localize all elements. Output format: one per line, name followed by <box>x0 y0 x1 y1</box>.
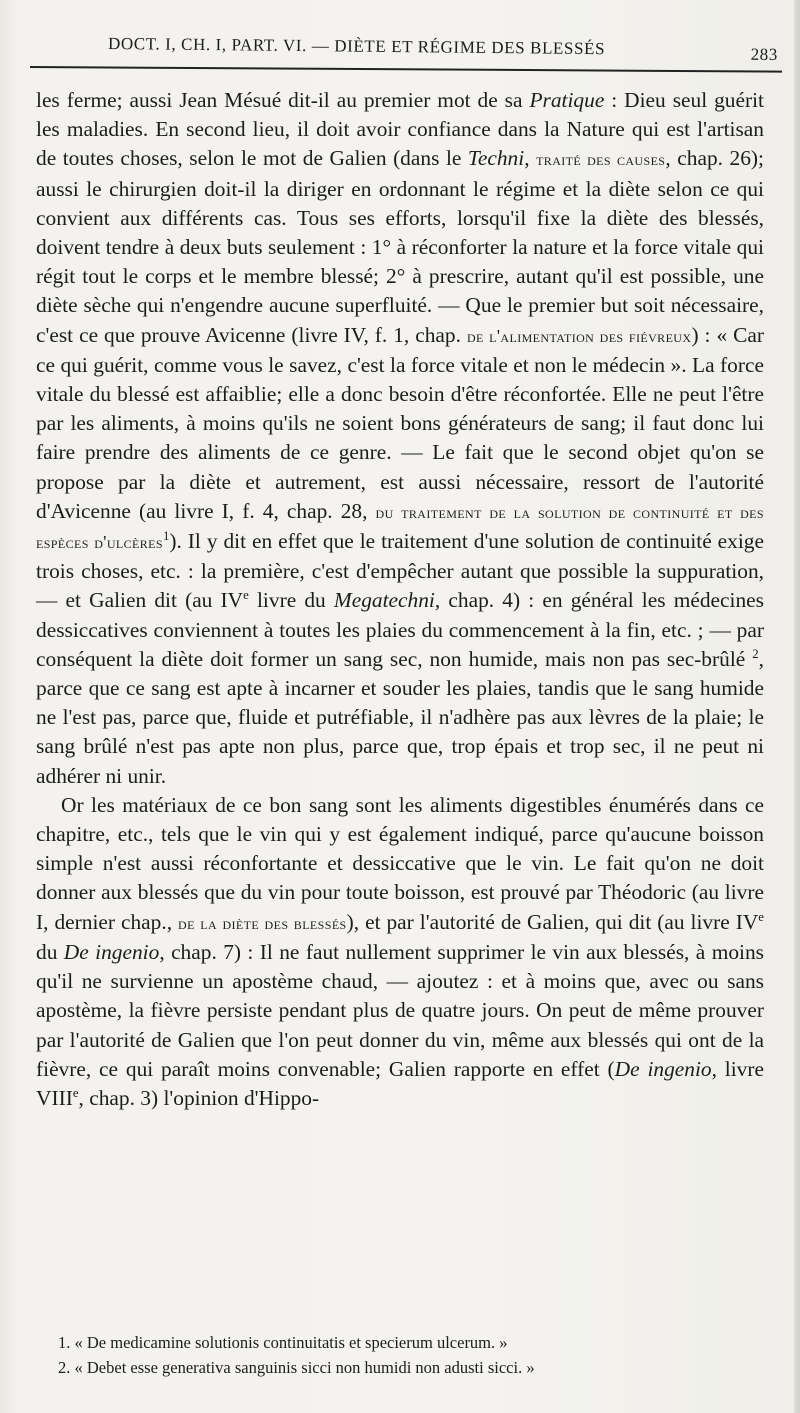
italic-title: De ingenio <box>614 1056 712 1081</box>
text-run: , chap. 7) : Il ne faut nullement supprimer le vin aux blessés, à moins qu'il ne survienne un apostème chaud, — ajoutez : et à moins que, avec ou sans apostème, la fièvre persiste pendant plus de quatre jours. On peut de même prouver par l'autorité de Galien que l'on peut donner du vin, même aux blessés qui ont de la fièvre, ce qui paraît moins convenable; Galien rapporte en effet ( <box>36 939 764 1081</box>
text-run: , parce que ce sang est apte à incarner et souder les plaies, tandis que le sang humide ne l'est pas, parce que, fluide et putréfiable, il n'adhère pas aux lèvres de la plaie; le sang brûlé n'est pas apte non plus, parce que, trop épais et trop sec, il ne peut ni adhérer ni unir. <box>36 646 764 788</box>
text-run: ). Il y dit en effet que le traitement d'une solution de continuité exige trois choses, etc. : la première, c'est d'empêcher autant que possible la suppuration, — et Galien dit (au IV <box>36 529 764 613</box>
superscript: 2 <box>752 646 759 661</box>
text-run: , livre VIII <box>36 1056 764 1110</box>
footnote-1: 1. « De medicamine solutionis continuitatis et specierum ulcerum. » <box>58 1333 508 1352</box>
footnote-2: 2. « Debet esse generativa sanguinis sicci non humidi non adusti sicci. » <box>58 1358 535 1377</box>
small-caps-title: traité des causes <box>536 149 666 170</box>
small-caps-title: du traitement de la solution de continuité et des espèces d'ulcères <box>36 501 764 553</box>
small-caps-title: de l'alimentation des fiévreux <box>466 325 692 346</box>
paragraph-1 <box>36 86 764 791</box>
text-run: , <box>524 146 537 171</box>
text-run: du <box>36 939 64 964</box>
superscript: e <box>758 909 764 924</box>
text-run: ), et par l'autorité de Galien, qui dit (au livre IV <box>346 909 759 934</box>
superscript: 1 <box>162 528 170 543</box>
page-edge <box>794 0 800 1413</box>
main-text <box>36 86 764 1113</box>
page-header <box>108 30 778 67</box>
text-run: Or les matériaux de ce bon sang sont les aliments digestibles énumérés dans ce chapitre, etc., tels que le vin qui y est également indiqué, parce qu'aucune boisson simple n'est aussi réconfortante et dessiccative que le vin. Le fait qu'on ne doit donner aux blessés que du vin pour toute boisson, est prouvé par Théodoric (au livre I, dernier chap., <box>36 792 764 934</box>
italic-title: De ingenio <box>63 939 160 964</box>
running-title: DOCT. I, CH. I, PART. VI. — DIÈTE ET RÉGIME DES BLESSÉS <box>107 34 606 59</box>
superscript: e <box>72 1085 79 1100</box>
paragraph-2 <box>36 791 764 1113</box>
text-run: : Dieu seul guérit les maladies. En second lieu, il doit avoir confiance dans la Nature qui est l'artisan de toutes choses, selon le mot de Galien (dans le <box>36 88 764 171</box>
text-run: , chap. 3) l'opinion d'Hippo- <box>78 1085 320 1110</box>
italic-title: Techni <box>467 146 525 171</box>
header-rule <box>30 66 782 73</box>
text-run: , chap. 4) : en général les médecines dessiccatives conviennent à toutes les plaies du commencement à la fin, etc. ; — par conséquent la diète doit former un sang sec, non humide, mais non pas sec-brûlé <box>36 588 764 671</box>
text-run: les ferme; aussi Jean Mésué dit-il au premier mot de sa <box>36 88 530 112</box>
text-run: , chap. 26); aussi le chirurgien doit-il la diriger en ordonnant le régime et la diète selon ce qui convient aux différents cas. Tous ses efforts, lorsqu'il fixe la diète des blessés, doivent tendre à deux buts seulement : 1° à réconforter la nature et la force vitale qui régit tout le corps et le membre blessé; 2° à prescrire, autant qu'il est possible, une diète sèche qui n'engendre aucune superfluité. — Que le premier but soit nécessaire, c'est ce que prouve Avicenne (livre IV, f. 1, chap. <box>36 146 764 347</box>
text-run: livre du <box>248 588 334 613</box>
text-run: ) : « Car ce qui guérit, comme vous le savez, c'est la force vitale et non le médecin ». La force vitale du blessé est affaiblie; elle a donc besoin d'être réconfortée. Elle ne peut l'être par les aliments, à moins qu'ils ne soient bons générateurs de sang; il faut donc lui faire prendre des aliments de ce genre. — Le fait que le second objet qu'on se propose par la diète et autrement, est aussi nécessaire, ressort de l'autorité d'Avicenne (au livre I, f. 4, chap. 28, <box>36 322 764 523</box>
small-caps-title: de la diète des blessés <box>178 912 347 933</box>
italic-title: Megatechni <box>333 588 435 613</box>
footnotes <box>58 1330 778 1380</box>
page-number: 283 <box>750 44 779 65</box>
superscript: e <box>243 588 249 603</box>
italic-title: Pratique <box>529 88 605 112</box>
